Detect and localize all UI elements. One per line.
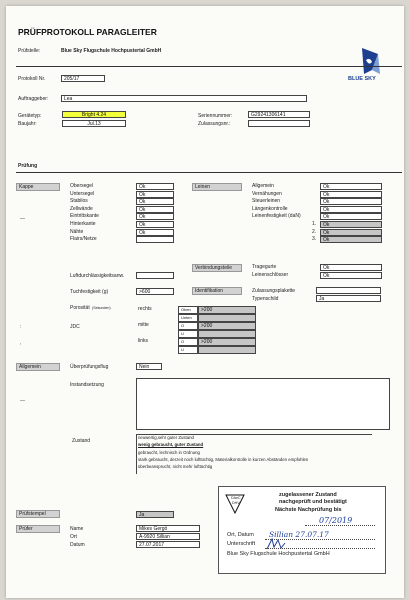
logo-text: BLUE SKY (348, 76, 376, 82)
baujahr-label: Baujahr: (18, 121, 37, 127)
stamp-daec: DAeC (231, 496, 241, 500)
pruefstelle-label: Prüfstelle: (18, 48, 41, 54)
leinen-item-label: 1. (312, 221, 317, 227)
leinen-item-label: Vernähungen (252, 190, 282, 197)
porositaet-label: Porosität (70, 305, 90, 311)
porositaet-cell-value[interactable] (198, 314, 256, 322)
margin-mark: — (20, 216, 25, 222)
kappe-header: Kappe (16, 183, 60, 191)
zustand-option[interactable]: gebraucht, lechnisch in Ordnung (138, 449, 200, 455)
datum-label: Datum (70, 542, 85, 548)
geraetetyp-label: Gerätetyp: (18, 113, 42, 119)
zustand-label: Zustand (72, 438, 91, 444)
luftdurchlaessigkeit-field[interactable] (136, 272, 174, 279)
stamp-company: Blue Sky Flugschule Hochpustertal GmbH (227, 551, 330, 557)
zustand-top-line (136, 434, 372, 435)
leinen-header: Leinen (192, 183, 242, 191)
zulassungsplakette-field[interactable] (316, 287, 381, 294)
auftraggeber-field[interactable]: Lea (61, 95, 307, 102)
porositaet-cell-key: O (178, 338, 198, 346)
stamp-ort-datum-label: Ort, Datum (227, 532, 254, 538)
kappe-item-label: Obersegel (70, 183, 94, 189)
date-line (305, 525, 375, 526)
divider (16, 172, 402, 173)
stamp-line-1: zugelassener Zustand (279, 492, 337, 498)
document-title: PRÜFPROTOKOLL PARAGLEITER (18, 27, 157, 37)
porositaet-cell-value[interactable]: >200 (198, 322, 256, 330)
kappe-item-label: Hinterkante (70, 221, 96, 227)
kappe-item-value[interactable] (136, 236, 174, 243)
kappe-item-value[interactable]: Ok (136, 206, 174, 213)
tuchfestigkeit-field[interactable]: >600 (136, 288, 174, 295)
zustand-option[interactable]: stark gebraucht, derzeit noch lufttüchtig, Materialkontrolle in kurzen Abständen empfohlen (138, 456, 309, 462)
geraetetyp-field[interactable]: Bright 4.24 (62, 111, 126, 118)
protocol-sheet (6, 6, 404, 598)
porositaet-cell-value[interactable]: >200 (198, 306, 256, 314)
pruefstempel-header: Prüfstempel (16, 510, 60, 518)
verbindungsteile-item-value[interactable]: Ok (320, 264, 382, 271)
stamp-unterschrift-label: Unterschrift (227, 541, 256, 547)
blue-sky-logo (342, 44, 386, 84)
margin-mark: — (20, 398, 25, 404)
stamp-triangle-icon (224, 493, 246, 515)
auftraggeber-label: Auftraggeber: (18, 96, 49, 102)
zustand-option[interactable]: überbeansprucht, nicht mehr lufttüchtig (138, 464, 213, 470)
protokoll-nr-label: Protokoll Nr. (18, 76, 46, 82)
verbindungsteile-item-label: Tragegurte (252, 264, 277, 270)
datum-field[interactable]: 27.07.2017 (136, 541, 200, 548)
porositaet-unit: (Sekunden) (92, 306, 111, 310)
leinen-item-label: Steuerleinen (252, 198, 281, 205)
zustand-option[interactable]: neuwertig,sehr guter Zustand (138, 435, 194, 440)
margin-mark: , (20, 340, 22, 346)
leinen-item-value[interactable]: Ok (320, 213, 382, 220)
seriennummer-field[interactable]: G29241306141 (248, 111, 310, 118)
pruefstelle-value: Blue Sky Flugschule Hochpustertal GmbH (61, 48, 162, 54)
porositaet-cell-key: Unten (178, 314, 198, 322)
stamp-next-date: 07/2019 (319, 516, 353, 525)
seriennummer-label: Seriennummer: (198, 113, 233, 119)
ueberpruefungsflug-label: Überprüfungsflug (70, 364, 109, 370)
ort-label: Ort (70, 534, 77, 540)
jdc-label: JDC (70, 324, 80, 330)
leinen-item-value[interactable]: Ok (320, 191, 382, 198)
leinen-item-label: 2. (312, 228, 317, 235)
verbindungsteile-item-value[interactable]: Ok (320, 272, 382, 279)
porositaet-position: links (138, 338, 149, 344)
kappe-item-label: Stabilos (70, 198, 88, 205)
kappe-item-value[interactable]: Ok (136, 221, 174, 228)
kappe-item-label: Zellwände (70, 205, 93, 212)
pruefstempel (218, 486, 386, 574)
porositaet-cell-value[interactable]: >200 (198, 338, 256, 346)
leinen-item-label: Leinenfestigkeit (daN) (252, 213, 301, 220)
porositaet-cell-key: Oben (178, 306, 198, 314)
kappe-item-value[interactable]: Ok (136, 183, 174, 190)
ueberpruefungsflug-field[interactable]: Nein (136, 363, 162, 370)
section-pruefung: Prüfung (18, 163, 38, 169)
zustand-left-line (136, 434, 137, 474)
leinen-item-label: Längenkontrolle (252, 205, 288, 212)
stamp-line-3: Nächste Nachprüfung bis (275, 507, 342, 513)
leinen-item-label: 3. (312, 236, 317, 243)
kappe-item-label: Flairs/Netze (70, 236, 97, 243)
kappe-item-label: Untersegel (70, 190, 95, 197)
porositaet-position: rechts (138, 306, 152, 312)
typenschild-label: Typenschild (252, 296, 279, 302)
kappe-item-label: Eintrittskante (70, 213, 99, 220)
margin-mark: : (20, 324, 22, 330)
instandsetzung-label: Instandsetzung (70, 382, 104, 388)
pruefstempel-field[interactable]: Ja (136, 511, 174, 518)
instandsetzung-field[interactable] (136, 378, 390, 430)
allgemein-header: Allgemein (16, 363, 60, 371)
stamp-dhv: DHV (232, 501, 240, 505)
stamp-ort-datum-value: Sillian 27.07.17 (269, 530, 329, 539)
zulassung-label: Zulassungsnr.: (198, 121, 231, 127)
protokoll-nr-field[interactable]: 205/17 (61, 75, 105, 82)
kappe-item-value[interactable]: Ok (136, 213, 174, 220)
luftdurchlaessigkeit-label: Luftdurchlässigkeitsanw. (70, 273, 125, 279)
zulassungsplakette-label: Zulassungsplakette (252, 288, 296, 294)
leinen-item-value[interactable]: Ok (320, 206, 382, 213)
verbindungsteile-item-label: Leinenschlösser (252, 272, 289, 278)
porositaet-cell-value[interactable] (198, 330, 256, 338)
tuchfestigkeit-label: Tuchfestigkeit (g) (70, 289, 109, 295)
kappe-item-value[interactable]: Ok (136, 198, 174, 205)
ort-field[interactable]: A-9920 Sillian (136, 533, 200, 540)
porositaet-cell-key: U (178, 330, 198, 338)
kappe-item-value[interactable]: Ok (136, 191, 174, 198)
baujahr-field[interactable]: Jul.13 (62, 120, 126, 127)
kappe-item-value[interactable]: Ok (136, 229, 174, 236)
leinen-item-value[interactable]: Ok (320, 236, 382, 243)
identifikation-header: Identifikation (192, 287, 242, 295)
zulassung-field[interactable] (248, 120, 310, 127)
leinen-item-value[interactable]: Ok (320, 221, 382, 228)
leinen-item-value[interactable]: Ok (320, 198, 382, 205)
divider (16, 66, 402, 67)
zustand-option[interactable]: wenig gebraucht, guter Zustand (138, 442, 204, 448)
porositaet-position: mitte (138, 322, 149, 328)
signature-line (265, 548, 375, 549)
pruefer-header: Prüfer (16, 525, 60, 533)
porositaet-cell-key: U (178, 346, 198, 354)
name-label: Name (70, 526, 84, 532)
name-field[interactable]: Mikes Gergö (136, 525, 200, 532)
kappe-item-label: Nähte (70, 228, 84, 235)
leinen-item-value[interactable]: Ok (320, 183, 382, 190)
verbindungsteile-header: Verbindungsteile (192, 264, 242, 272)
porositaet-cell-value[interactable] (198, 346, 256, 354)
porositaet-cell-key: O (178, 322, 198, 330)
leinen-item-value[interactable]: Ok (320, 229, 382, 236)
leinen-item-label: Allgemein (252, 183, 274, 189)
typenschild-field[interactable]: Ja (316, 295, 381, 302)
stamp-line-2: nachgeprüft und bestätigt (279, 499, 347, 505)
